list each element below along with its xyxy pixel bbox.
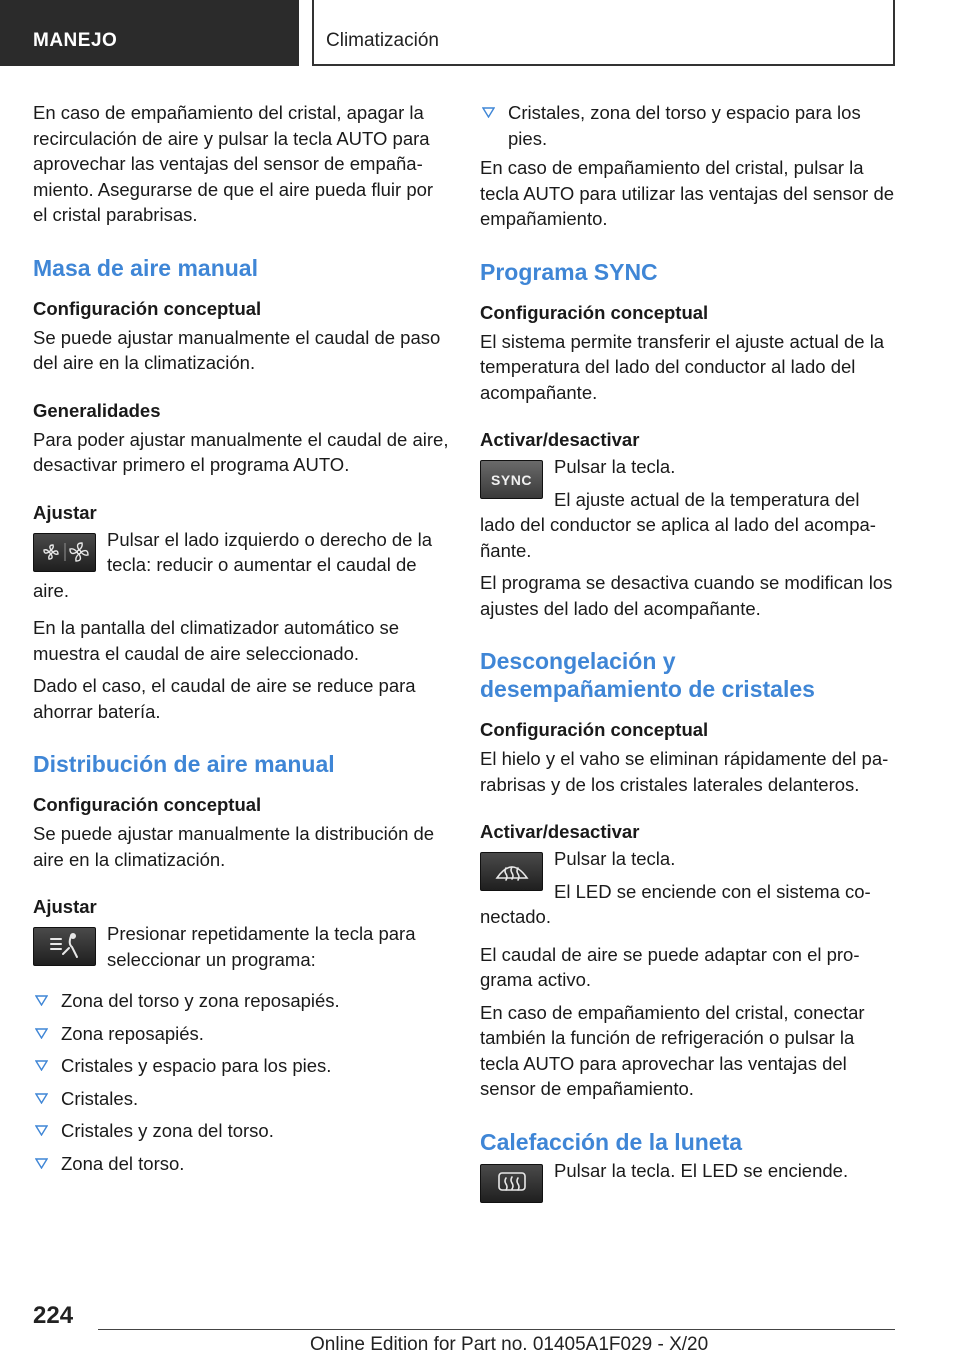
distribution-program-list-continued bbox=[480, 100, 898, 151]
paragraph: En caso de empañamiento del cristal, pulsar la tecla AUTO para utilizar las ventajas del sensor de empañamiento. bbox=[480, 157, 895, 229]
paragraph: El sistema permite transferir el ajuste actual de la temperatura del lado del conductor al lado del acompañante. bbox=[480, 330, 885, 403]
list-item-text: Zona reposapiés. bbox=[61, 1022, 204, 1044]
footer-edition-text: Online Edition for Part no. 01405A1F029 - X/20 bbox=[310, 1334, 709, 1355]
subheading-concept: Configuración conceptual bbox=[480, 301, 709, 323]
paragraph: En caso de empañamiento del cristal, conectar también la función de refrigeración o pulsar la tecla AUTO para aprovechar las ventajas del sensor de empañamiento. bbox=[480, 1001, 865, 1099]
paragraph: Para poder ajustar manualmente el caudal de aire, desactivar primero el programa AUTO. bbox=[33, 428, 449, 475]
header-chapter-label: Climatización bbox=[326, 30, 439, 51]
rear-heating-button-text: Pulsar la tecla. El LED se enciende. bbox=[554, 1159, 849, 1181]
right-column bbox=[480, 100, 898, 1205]
air-distribution-button-icon bbox=[33, 927, 96, 966]
rear-window-heating-icon bbox=[480, 1164, 543, 1203]
list-item bbox=[33, 1086, 451, 1112]
intro-paragraph: En caso de empañamiento del cristal, apagar la recirculación de aire y pulsar la tecla AUTO para aprovechar las ventajas del sensor de empaña-miento. Asegurarse de que el aire pueda fluir por el cristal parabrisas. bbox=[33, 102, 434, 225]
header-section-tab bbox=[0, 0, 299, 66]
triangle-bullet-icon bbox=[35, 1028, 48, 1039]
defrost-button-line1: Pulsar la tecla. bbox=[554, 848, 676, 869]
sync-button-line2: El ajuste actual de la temperatura del lado del conductor se aplica al lado del acompa-ñante. bbox=[480, 488, 876, 561]
subheading-general: Generalidades bbox=[33, 399, 161, 421]
subheading-concept: Configuración conceptual bbox=[33, 297, 262, 319]
sync-button-block bbox=[480, 454, 898, 563]
fan-button-text: Pulsar el lado izquierdo o derecho de la tecla: reducir o aumentar el caudal de aire. bbox=[33, 528, 432, 601]
fan-speed-button-icon bbox=[33, 533, 96, 572]
paragraph: En la pantalla del climatizador automático se muestra el caudal de aire seleccionado. bbox=[33, 617, 400, 664]
page-number: 224 bbox=[33, 1302, 74, 1329]
triangle-bullet-icon bbox=[35, 1158, 48, 1169]
paragraph: El hielo y el vaho se eliminan rápidamente del pa-rabrisas y de los cristales laterales delanteros. bbox=[480, 748, 889, 795]
subheading-concept: Configuración conceptual bbox=[33, 794, 262, 815]
section-title-defrost-line1: Descongelación y bbox=[480, 648, 676, 674]
section-title-defrost-line2: desempañamiento de cristales bbox=[480, 676, 815, 702]
triangle-bullet-icon bbox=[35, 995, 48, 1006]
subheading-activate: Activar/desactivar bbox=[480, 429, 640, 450]
list-item-text: Zona del torso y zona reposapiés. bbox=[61, 990, 340, 1011]
section-title-rear-window-heating: Calefacción de la luneta bbox=[480, 1128, 743, 1155]
footer-divider bbox=[98, 1329, 895, 1330]
distribution-program-list bbox=[33, 988, 451, 1176]
paragraph: El caudal de aire se puede adaptar con el pro-grama activo. bbox=[480, 943, 860, 990]
defrost-button-line2: El LED se enciende con el sistema co-nectado. bbox=[480, 880, 871, 927]
list-item-text: Cristales. bbox=[61, 1087, 139, 1109]
header-chapter-tab bbox=[312, 0, 895, 66]
paragraph: Se puede ajustar manualmente la distribución de aire en la climatización. bbox=[33, 823, 435, 870]
list-item-text: Cristales y zona del torso. bbox=[61, 1120, 274, 1141]
header-section-label: MANEJO bbox=[33, 30, 118, 51]
left-column bbox=[33, 100, 451, 1183]
list-item bbox=[480, 100, 898, 151]
section-title-sync: Programa SYNC bbox=[480, 258, 658, 285]
fan-button-block bbox=[33, 527, 451, 604]
list-item-text: Cristales, zona del torso y espacio para los pies. bbox=[508, 102, 861, 149]
list-item-text: Cristales y espacio para los pies. bbox=[61, 1055, 332, 1076]
distribution-button-text: Presionar repetidamente la tecla para seleccionar un programa: bbox=[107, 923, 416, 970]
sync-button-icon bbox=[480, 460, 543, 499]
subheading-activate: Activar/desactivar bbox=[480, 821, 640, 842]
section-title-defrost bbox=[480, 647, 898, 703]
triangle-bullet-icon bbox=[482, 107, 495, 118]
subheading-adjust: Ajustar bbox=[33, 896, 97, 917]
section-title-manual-airflow: Masa de aire manual bbox=[33, 254, 258, 281]
paragraph: Dado el caso, el caudal de aire se reduce para ahorrar batería. bbox=[33, 675, 416, 722]
triangle-bullet-icon bbox=[35, 1060, 48, 1071]
triangle-bullet-icon bbox=[35, 1093, 48, 1104]
section-title-manual-distribution: Distribución de aire manual bbox=[33, 751, 335, 777]
list-item bbox=[33, 1021, 451, 1047]
list-item bbox=[33, 1118, 451, 1144]
sync-button-label: SYNC bbox=[491, 471, 532, 488]
subheading-concept: Configuración conceptual bbox=[480, 719, 709, 740]
list-item bbox=[33, 1151, 451, 1177]
distribution-button-block bbox=[33, 921, 451, 972]
list-item bbox=[33, 1053, 451, 1079]
list-item-text: Zona del torso. bbox=[61, 1152, 185, 1174]
paragraph: El programa se desactiva cuando se modifican los ajustes del lado del acompañante. bbox=[480, 572, 893, 619]
list-item bbox=[33, 988, 451, 1014]
windshield-defrost-icon bbox=[480, 852, 543, 891]
sync-button-line1: Pulsar la tecla. bbox=[554, 456, 676, 477]
paragraph: Se puede ajustar manualmente el caudal de paso del aire en la climatización. bbox=[33, 326, 441, 373]
rear-heating-button-block bbox=[480, 1158, 898, 1205]
subheading-adjust: Ajustar bbox=[33, 501, 97, 523]
triangle-bullet-icon bbox=[35, 1125, 48, 1136]
defrost-button-block bbox=[480, 846, 898, 930]
